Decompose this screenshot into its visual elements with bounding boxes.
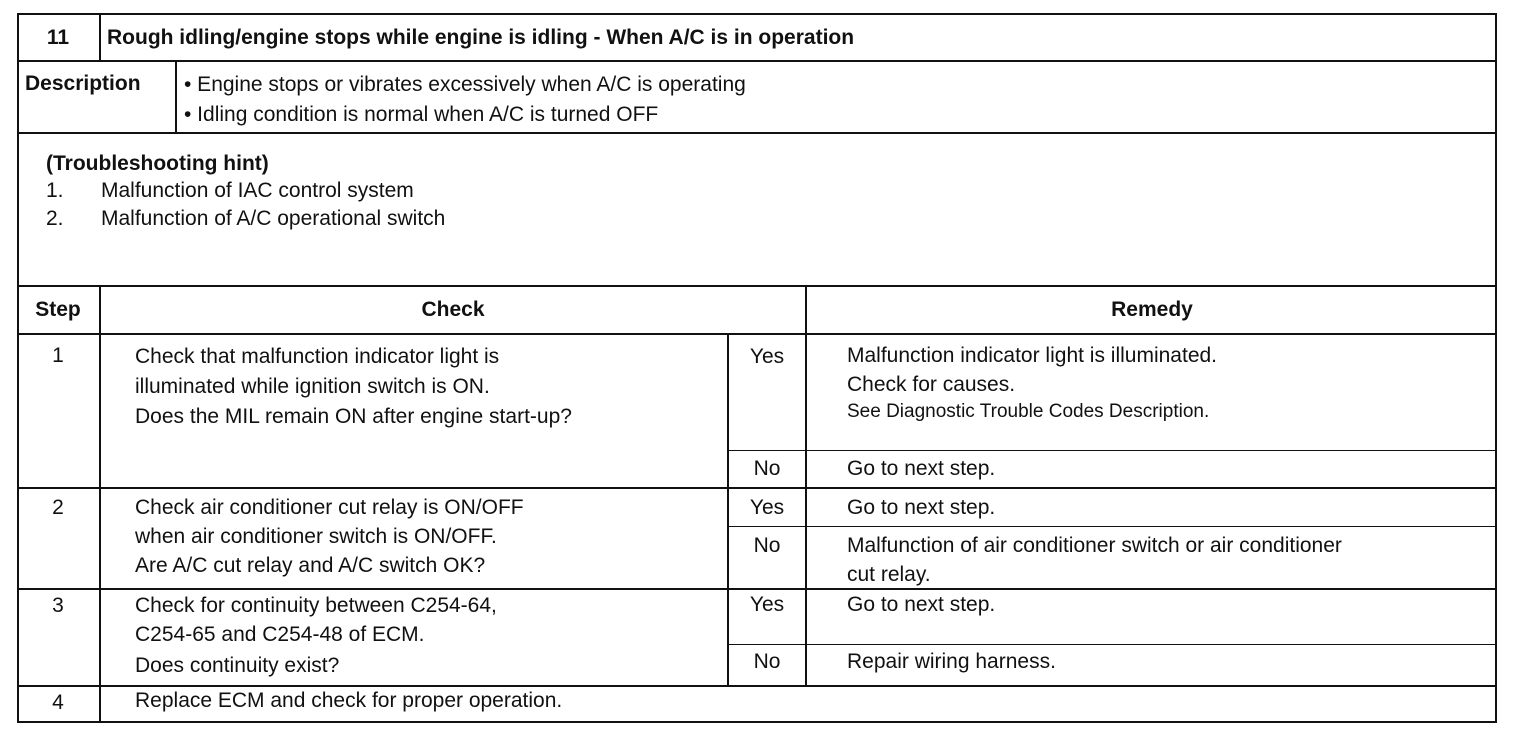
description-label: Description xyxy=(25,72,141,95)
step-1-yes-remedy-line-2: Check for causes. xyxy=(847,373,1016,396)
step-2-yes-remedy: Go to next step. xyxy=(847,496,996,519)
procedure-title: Rough idling/engine stops while engine is idling - When A/C is in operation xyxy=(107,26,855,49)
step-1-yes-label: Yes xyxy=(749,345,785,368)
hint-item-2-text: Malfunction of A/C operational switch xyxy=(101,207,446,230)
step-2-no-label: No xyxy=(753,534,781,557)
step-4-number: 4 xyxy=(52,691,64,714)
hint-item-1-number: 1. xyxy=(46,179,64,202)
step-1-yes-remedy-line-1: Malfunction indicator light is illuminated. xyxy=(847,344,1218,367)
step-4-check: Replace ECM and check for proper operation. xyxy=(135,689,563,712)
step-2-yes-label: Yes xyxy=(749,496,785,519)
step-1-check-line-2: illuminated while ignition switch is ON. xyxy=(135,375,490,398)
step-column-header: Step xyxy=(35,298,81,321)
description-divider xyxy=(175,61,177,133)
step-1-bottom-rule xyxy=(17,487,1497,489)
step-2-number: 2 xyxy=(52,496,64,519)
description-bottom-rule xyxy=(17,132,1497,134)
step-3-number: 3 xyxy=(52,594,64,617)
step-1-no-label: No xyxy=(753,457,781,480)
step-3-check-line-1: Check for continuity between C254-64, xyxy=(135,594,497,617)
description-line-1: • Engine stops or vibrates excessively when A/C is operating xyxy=(184,73,746,96)
step-2-check-line-2: when air conditioner switch is ON/OFF. xyxy=(135,525,497,548)
hint-title: (Troubleshooting hint) xyxy=(46,152,269,175)
procedure-number: 11 xyxy=(46,26,70,49)
step-3-check-line-3: Does continuity exist? xyxy=(135,654,340,677)
step-3-no-label: No xyxy=(753,650,781,673)
hint-item-1-text: Malfunction of IAC control system xyxy=(101,179,414,202)
table-header-bottom-rule xyxy=(17,333,1497,335)
step-2-check-line-1: Check air conditioner cut relay is ON/OFF xyxy=(135,496,524,519)
step-3-yes-remedy: Go to next step. xyxy=(847,593,996,616)
step-1-no-remedy: Go to next step. xyxy=(847,457,996,480)
step-1-check-line-1: Check that malfunction indicator light is xyxy=(135,345,500,368)
step-1-number: 1 xyxy=(52,344,64,367)
step-3-check-line-2: C254-65 and C254-48 of ECM. xyxy=(135,623,425,646)
hint-item-2-number: 2. xyxy=(46,207,64,230)
step-3-yes-no-rule xyxy=(727,644,1497,645)
troubleshooting-sheet xyxy=(17,13,1497,723)
step-3-no-remedy: Repair wiring harness. xyxy=(847,650,1056,673)
step-3-yes-label: Yes xyxy=(749,593,785,616)
step-2-no-remedy-line-1: Malfunction of air conditioner switch or air conditioner xyxy=(847,534,1342,557)
remedy-column-header: Remedy xyxy=(1111,298,1193,321)
description-line-2: • Idling condition is normal when A/C is turned OFF xyxy=(184,103,659,126)
step-2-yes-no-rule xyxy=(727,526,1497,527)
header-bottom-rule xyxy=(17,60,1497,62)
step-2-no-remedy-line-2: cut relay. xyxy=(847,563,931,586)
check-remedy-column-rule xyxy=(805,285,807,687)
step-1-check-line-3: Does the MIL remain ON after engine start-up? xyxy=(135,405,572,428)
step-2-check-line-3: Are A/C cut relay and A/C switch OK? xyxy=(135,554,486,577)
check-column-header: Check xyxy=(421,298,485,321)
step-1-yes-no-rule xyxy=(727,450,1497,451)
step-1-yes-remedy-line-3: See Diagnostic Trouble Codes Description. xyxy=(847,401,1210,422)
header-divider xyxy=(99,13,101,61)
hint-bottom-rule xyxy=(17,285,1497,287)
step-column-rule xyxy=(99,285,101,723)
